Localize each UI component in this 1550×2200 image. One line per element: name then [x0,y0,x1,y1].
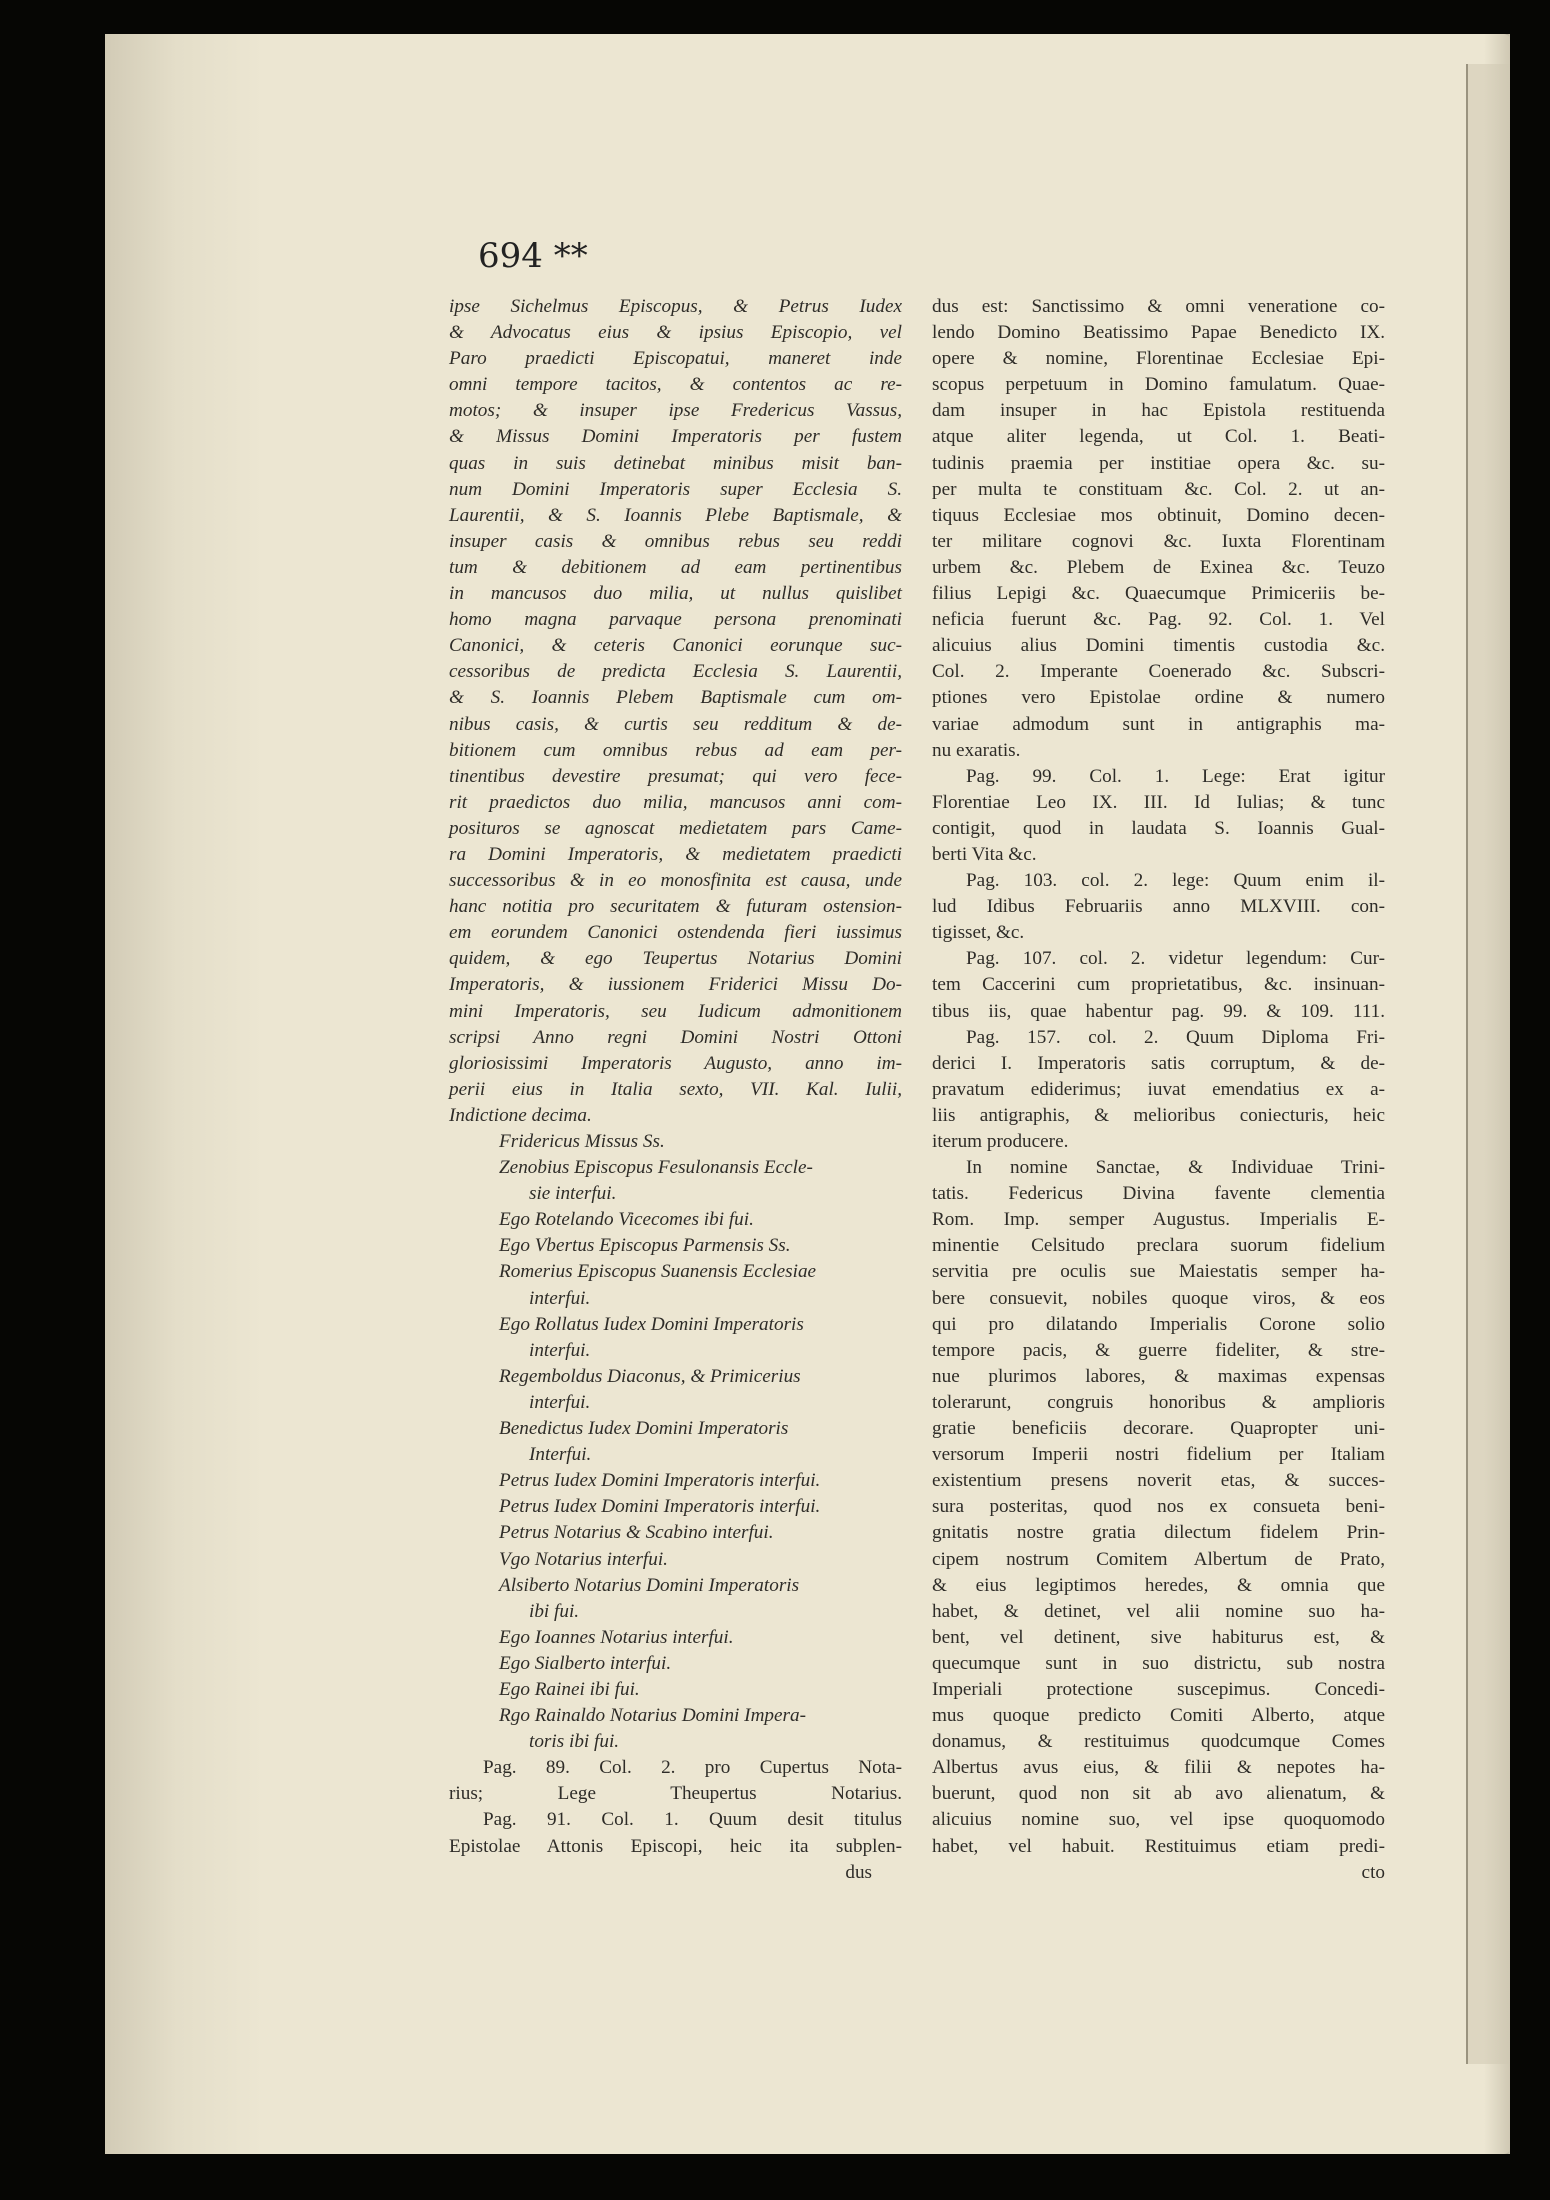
text-line: Pag. 99. Col. 1. Lege: Erat igitur [966,765,1385,787]
text-line: nu exaratis. [932,739,1021,761]
text-line: sura posteritas, quod nos ex consueta beni- [932,1496,1385,1518]
text-line: num Domini Imperatoris super Ecclesia S. [449,478,902,500]
text-line: ra Domini Imperatoris, & medietatem praedicti [449,843,902,865]
text-line: mini Imperatoris, seu Iudicum admonitionem [449,1000,902,1022]
text-line: tibus iis, quae habentur pag. 99. & 109. 111. [932,1000,1385,1022]
text-line: contigit, quod in laudata S. Ioannis Gual- [932,817,1385,839]
text-line: nibus casis, & curtis seu redditum & de- [449,713,902,735]
text-line: ptiones vero Epistolae ordine & numero [932,687,1385,709]
text-line: omni tempore tacitos, & contentos ac re- [449,374,902,396]
signature-line: Petrus Notarius & Scabino interfui. [499,1522,774,1544]
signature-line: Ego Rollatus Iudex Domini Imperatoris [499,1313,804,1335]
signature-line: Petrus Iudex Domini Imperatoris interfui. [499,1496,821,1518]
text-line: tatis. Federicus Divina favente clementia [932,1183,1385,1205]
text-line: Paro praedicti Episcopatui, maneret inde [449,348,902,370]
left-column [449,294,902,1886]
text-line: tum & debitionem ad eam pertinentibus [449,556,902,578]
text-line: alicuius alius Domini timentis custodia &c. [932,635,1385,657]
right-catchword: cto [1361,1861,1385,1883]
text-line: gratie beneficiis decorare. Quapropter uni- [932,1418,1385,1440]
text-line: cipem nostrum Comitem Albertum de Prato, [932,1548,1385,1570]
text-line: scopus perpetuum in Domino famulatum. Quae- [932,374,1385,396]
signature-line: Vgo Notarius interfui. [499,1548,668,1570]
text-line: pravatum ediderimus; iuvat emendatius ex a- [932,1078,1385,1100]
signature-line: Fridericus Missus Ss. [499,1131,665,1152]
text-line: ipse Sichelmus Episcopus, & Petrus Iudex [449,296,902,317]
signature-line: toris ibi fui. [529,1731,620,1753]
text-line: Pag. 103. col. 2. lege: Quum enim il- [966,870,1385,892]
signature-list [449,1129,902,1755]
signature-line: Petrus Iudex Domini Imperatoris interfui. [499,1470,821,1492]
text-line: quecumque sunt in suo districtu, sub nostra [932,1652,1385,1674]
text-line: qui pro dilatando Imperialis Corone solio [932,1313,1385,1335]
text-line: Pag. 89. Col. 2. pro Cupertus Nota- [483,1757,902,1779]
text-line: dus est: Sanctissimo & omni veneratione co- [932,296,1385,317]
text-line: gnitatis nostre gratia dilectum fidelem Prin- [932,1522,1385,1544]
text-line: urbem &c. Plebem de Exinea &c. Teuzo [932,556,1385,578]
text-line: alicuius nomine suo, vel ipse quoquomodo [932,1809,1385,1831]
text-line: In nomine Sanctae, & Individuae Trini- [966,1157,1385,1179]
text-line: hanc notitia pro securitatem & futuram ostension- [449,896,902,918]
signature-line: Rgo Rainaldo Notarius Domini Impera- [499,1705,806,1727]
left-catchword: dus [845,1861,872,1883]
text-line: Pag. 107. col. 2. videtur legendum: Cur- [966,948,1385,970]
text-line: tudinis praemia per institiae opera &c. su- [932,452,1385,474]
signature-line: Romerius Episcopus Suanensis Ecclesiae [499,1261,817,1283]
signature-line: Interfui. [529,1444,592,1466]
signature-line: Benedictus Iudex Domini Imperatoris [499,1418,789,1440]
signature-line: Ego Rotelando Vicecomes ibi fui. [499,1209,754,1231]
text-line: variae admodum sunt in antigraphis ma- [932,713,1385,735]
text-line: derici I. Imperatoris satis corruptum, & de- [932,1052,1385,1074]
signature-line: sie interfui. [529,1183,617,1205]
text-line: lendo Domino Beatissimo Papae Benedicto IX. [932,322,1385,344]
text-line: atque aliter legenda, ut Col. 1. Beati- [932,426,1385,448]
text-line: neficia fuerunt &c. Pag. 92. Col. 1. Vel [932,609,1385,631]
text-line: habet, vel habuit. Restituimus etiam predi- [932,1835,1385,1857]
text-line: nue plurimos labores, & maximas expensas [932,1365,1385,1387]
text-line: servitia pre oculis sue Maiestatis semper ha- [932,1261,1385,1283]
text-line: & Missus Domini Imperatoris per fustem [449,426,902,448]
text-line: tolerarunt, congruis honoribus & amplioris [932,1391,1385,1413]
text-line: donamus, & restituimus quodcumque Comes [932,1731,1385,1753]
text-line: Imperatoris, & iussionem Friderici Missu Do- [449,974,902,996]
text-line: homo magna parvaque persona prenominati [449,609,902,631]
text-line: perii eius in Italia sexto, VII. Kal. Iulii, [449,1078,902,1100]
text-line: rius; Lege Theupertus Notarius. [449,1783,902,1805]
signature-line: ibi fui. [529,1600,580,1622]
text-line: rit praedictos duo milia, mancusos anni com- [449,791,902,813]
text-line: existentium presens noverit etas, & succes- [932,1470,1385,1492]
text-line: lud Idibus Februariis anno MLXVIII. con- [932,896,1385,918]
text-line: tem Caccerini cum proprietatibus, &c. insinuan- [932,974,1385,996]
text-line: dam insuper in hac Epistola restituenda [932,400,1385,422]
text-line: Col. 2. Imperante Coenerado &c. Subscri- [932,661,1385,683]
text-line: liis antigraphis, & melioribus coniecturis, heic [932,1104,1385,1126]
text-line: quidem, & ego Teupertus Notarius Domini [449,948,902,970]
text-line: versorum Imperii nostri fidelium per Italiam [932,1444,1385,1466]
text-line: quas in suis detinebat minibus misit ban- [449,452,902,474]
text-line: iterum producere. [932,1131,1069,1152]
text-line: minentie Celsitudo preclara suorum fidelium [932,1235,1385,1257]
left-closing-text [449,1755,902,1859]
text-line: Florentiae Leo IX. III. Id Iulias; & tunc [932,791,1385,813]
text-line: bent, vel detinent, sive habiturus est, & [932,1626,1385,1648]
page-number: 694 ** [478,236,588,276]
text-line: cessoribus de predicta Ecclesia S. Laurentii, [449,661,902,683]
text-line: habet, & detinet, vel alii nomine suo ha- [932,1600,1385,1622]
text-line: berti Vita &c. [932,843,1037,865]
text-line: successoribus & in eo monosfinita est causa, unde [449,870,902,892]
text-line: Pag. 91. Col. 1. Quum desit titulus [483,1809,902,1831]
signature-line: Zenobius Episcopus Fesulonansis Eccle- [499,1157,813,1179]
text-line: Pag. 157. col. 2. Quum Diploma Fri- [966,1026,1385,1048]
text-line: Indictione decima. [449,1104,592,1126]
text-line: buerunt, quod non sit ab avo alienatum, & [932,1783,1385,1805]
text-line: gloriosissimi Imperatoris Augusto, anno im- [449,1052,902,1074]
next-page-edge [1466,64,1510,2064]
signature-line: Ego Vbertus Episcopus Parmensis Ss. [499,1235,791,1257]
text-line: Imperiali protectione suscepimus. Concedi- [932,1678,1385,1700]
text-line: ter militare cognovi &c. Iuxta Florentinam [932,530,1385,552]
text-line: Albertus avus eius, & filii & nepotes ha- [932,1757,1385,1779]
signature-line: interfui. [529,1391,591,1413]
text-line: & eius legiptimos heredes, & omnia que [932,1574,1385,1596]
text-line: opere & nomine, Florentinae Ecclesiae Epi- [932,348,1385,370]
right-column [932,294,1385,1886]
left-opening-text [449,294,902,1129]
signature-line: Ego Rainei ibi fui. [499,1678,640,1700]
text-line: motos; & insuper ipse Fredericus Vassus, [449,400,902,422]
text-line: tiquus Ecclesiae mos obtinuit, Domino decen- [932,504,1385,526]
text-line: per multa te constituam &c. Col. 2. ut an- [932,478,1385,500]
text-line: bere consuevit, nobiles quoque viros, & eos [932,1287,1385,1309]
signature-line: Regemboldus Diaconus, & Primicerius [499,1365,801,1387]
text-line: filius Lepigi &c. Quaecumque Primiceriis be- [932,583,1385,605]
text-line: tinentibus devestire presumat; qui vero fece- [449,765,902,787]
text-line: Canonici, & ceteris Canonici eorunque suc- [449,635,902,657]
text-line: tigisset, &c. [932,922,1025,944]
right-column-text [932,294,1385,1860]
text-line: tempore pacis, & guerre fideliter, & stre- [932,1339,1385,1361]
text-line: in mancusos duo milia, ut nullus quislibet [449,583,902,605]
text-line: mus quoque predicto Comiti Alberto, atque [932,1705,1385,1727]
signature-line: interfui. [529,1339,591,1361]
signature-line: interfui. [529,1287,591,1309]
text-line: scripsi Anno regni Domini Nostri Ottoni [449,1026,902,1048]
text-line: bitionem cum omnibus rebus ad eam per- [449,739,902,761]
text-line: Epistolae Attonis Episcopi, heic ita subplen- [449,1835,902,1857]
text-line: & S. Ioannis Plebem Baptismale cum om- [449,687,902,709]
text-line: insuper casis & omnibus rebus seu reddi [449,530,902,552]
signature-line: Alsiberto Notarius Domini Imperatoris [499,1574,800,1596]
text-line: Rom. Imp. semper Augustus. Imperialis E- [932,1209,1385,1231]
text-line: Laurentii, & S. Ioannis Plebe Baptismale, & [449,504,902,526]
signature-line: Ego Ioannes Notarius interfui. [499,1626,734,1648]
text-line: & Advocatus eius & ipsius Episcopio, vel [449,322,902,344]
text-line: em eorundem Canonici ostendenda fieri iussimus [449,922,902,944]
signature-line: Ego Sialberto interfui. [499,1652,672,1674]
text-line: posituros se agnoscat medietatem pars Came- [449,817,902,839]
